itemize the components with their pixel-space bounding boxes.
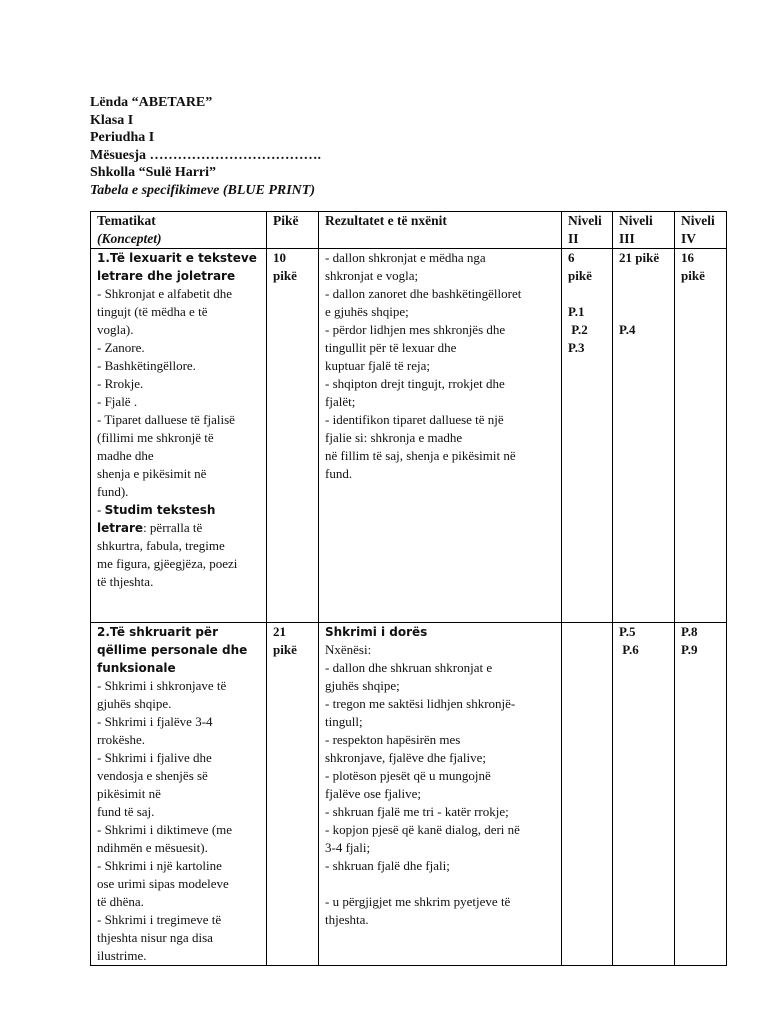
level-2-cell: 6 pikë P.1 P.2 P.3 — [562, 249, 613, 623]
header-topics: Tematikat (Konceptet) — [91, 212, 267, 249]
table-header-row — [91, 212, 727, 249]
level-3-cell: 21 pikë P.4 — [613, 249, 675, 623]
teacher-line: Mësuesja ………………………………. — [90, 147, 321, 163]
topic-cell: 1.Të lexuarit e teksteve letrare dhe joletrare - Shkronjat e alfabetit dhe tingujt (të mëdha e të vogla). - Zanore. - Bashkëtingëllore. - Rrokje. - Fjalë . - Tiparet dalluese të fjalisë (fillimi me shkronjë të madhe dhe shenja e pikësimit në fund). - Studim tekstesh letrare: përralla të shkurtra, fabula, tregime me figura, gjëegjëza, poezi të thjeshta. — [91, 249, 267, 623]
level-4-cell: 16 pikë — [675, 249, 727, 623]
class-line: Klasa I — [90, 112, 134, 128]
school-line: Shkolla “Sulë Harri” — [90, 165, 217, 180]
header-points: Pikë — [267, 212, 319, 249]
specification-table — [90, 211, 727, 966]
header-outcomes: Rezultatet e të nxënit — [319, 212, 562, 249]
outcomes-cell: - dallon shkronjat e mëdha nga shkronjat e vogla; - dallon zanoret dhe bashkëtingëlloret e gjuhës shqipe; - përdor lidhjen mes shkronjës dhe tingullit për të lexuar dhe kuptuar fjalë të reja; - shqipton drejt tingujt, rrokjet dhe fjalët; - identifikon tiparet dalluese të një fjalie si: shkronja e madhe në fillim të saj, shenja e pikësimit në fund. — [319, 249, 562, 623]
document-header — [90, 94, 321, 199]
subject-line: Lënda “ABETARE” — [90, 95, 213, 110]
topic-cell: 2.Të shkruarit për qëllime personale dhe funksionale - Shkrimi i shkronjave të gjuhës shqipe. - Shkrimi i fjalëve 3-4 rrokëshe. - Shkrimi i fjalive dhe vendosja e shenjës së pikësimit në fund të saj. - Shkrimi i diktimeve (me ndihmën e mësuesit). - Shkrimi i një kartoline ose urimi sipas modeleve të dhëna. - Shkrimi i tregimeve të thjeshta nisur nga disa ilustrime. — [91, 623, 267, 966]
period-line: Periudha I — [90, 130, 155, 145]
outcomes-cell: Shkrimi i dorës Nxënësi: - dallon dhe shkruan shkronjat e gjuhës shqipe; - tregon me saktësi lidhjen shkronjë- tingull; - respekton hapësirën mes shkronjave, fjalëve dhe fjalive; - plotëson pjesët që u mungojnë fjalëve ose fjalive; - shkruan fjalë me tri - katër rrokje; - kopjon pjesë që kanë dialog, deri në 3-4 fjali; - shkruan fjalë dhe fjali; - u përgjigjet me shkrim pyetjeve të thjeshta. — [319, 623, 562, 966]
points-cell: 21 pikë — [267, 623, 319, 966]
header-level-3: Niveli III — [613, 212, 675, 249]
table-row — [91, 249, 727, 623]
table-row — [91, 623, 727, 966]
level-4-cell: P.8 P.9 — [675, 623, 727, 966]
points-cell: 10 pikë — [267, 249, 319, 623]
level-2-cell — [562, 623, 613, 966]
table-subtitle: Tabela e specifikimeve (BLUE PRINT) — [90, 182, 315, 198]
level-3-cell: P.5 P.6 — [613, 623, 675, 966]
header-level-2: Niveli II — [562, 212, 613, 249]
header-level-4: Niveli IV — [675, 212, 727, 249]
